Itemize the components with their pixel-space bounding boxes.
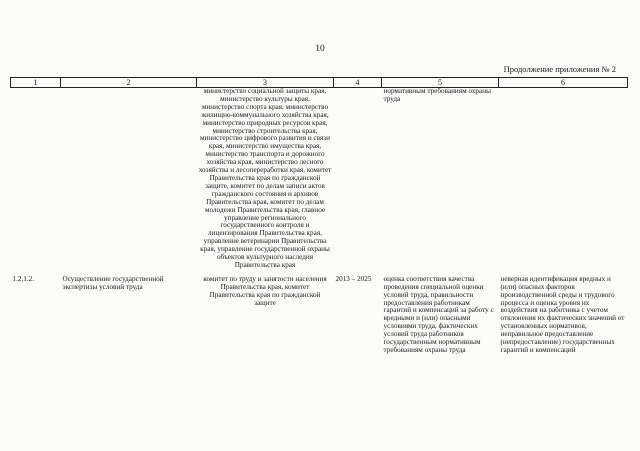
cell-number (11, 88, 61, 270)
cell-activity: Осуществление государственной экспертизы условий труда (62, 274, 164, 291)
cell-risks: неверная идентификация вредных и (или) опасных факторов производственной среды и трудового процесса и оценка уровня их воздействия на работника с учетом отклонения их фактических значений от установленных нормативов, неправильное предоставление (непредоставление) государственных гарантий и компенсаций (500, 274, 625, 354)
cell-period (334, 88, 382, 270)
column-header-3: 3 (197, 78, 334, 88)
cell-number: 1.2.1.2. (12, 274, 35, 283)
column-header-6: 6 (499, 78, 628, 88)
table-header-row (11, 78, 628, 88)
cell-description: оценка соответствия качества проведения специальной оценки условий труда, правильности предоставления работникам гарантий и компенсаций за работу с вредными и (или) опасными условиями труда, фактических условий труда работников государственным нормативным требованиям охраны труда (383, 274, 494, 354)
column-header-5: 5 (382, 78, 499, 88)
column-header-4: 4 (334, 78, 382, 88)
appendix-continuation-note: Продолжение приложения № 2 (503, 64, 616, 74)
column-header-1: 1 (11, 78, 61, 88)
cell-executors: комитет по труду и занятости населения Правительства края, комитет Правительства края по гражданской защите (203, 274, 327, 307)
column-header-2: 2 (61, 78, 197, 88)
page-number: 10 (315, 44, 325, 54)
cell-risks (499, 88, 628, 270)
cell-period: 2013 – 2025 (335, 274, 372, 283)
appendix-table (10, 77, 628, 355)
table-row (11, 276, 628, 355)
cell-executors: министерство социальной защиты края, министерство культуры края, министерство спорта края, министерство жилищно-коммунального хозяйства края, министерство природных ресурсов края, министерство строительства края, министерство цифрового развития и связи края, министерство имущества края, министерство транспорта и дорожного хозяйства края, министерство лесного хозяйства и лесопереработки края, комитет Правительства края по гражданской защите, комитет по делам записи актов гражданского состояния и архивов Правительства края, комитет по делам молодежи Правительства края, главное управление регионального государственного контроля и лицензирования Правительства края, управление ветеринарии Правительства края, управление государственной охраны объектов культурного наследия Правительства края (198, 87, 332, 269)
cell-activity (61, 88, 197, 270)
cell-description: нормативным требованиям охраны труда (383, 87, 491, 103)
table-row (11, 88, 628, 270)
